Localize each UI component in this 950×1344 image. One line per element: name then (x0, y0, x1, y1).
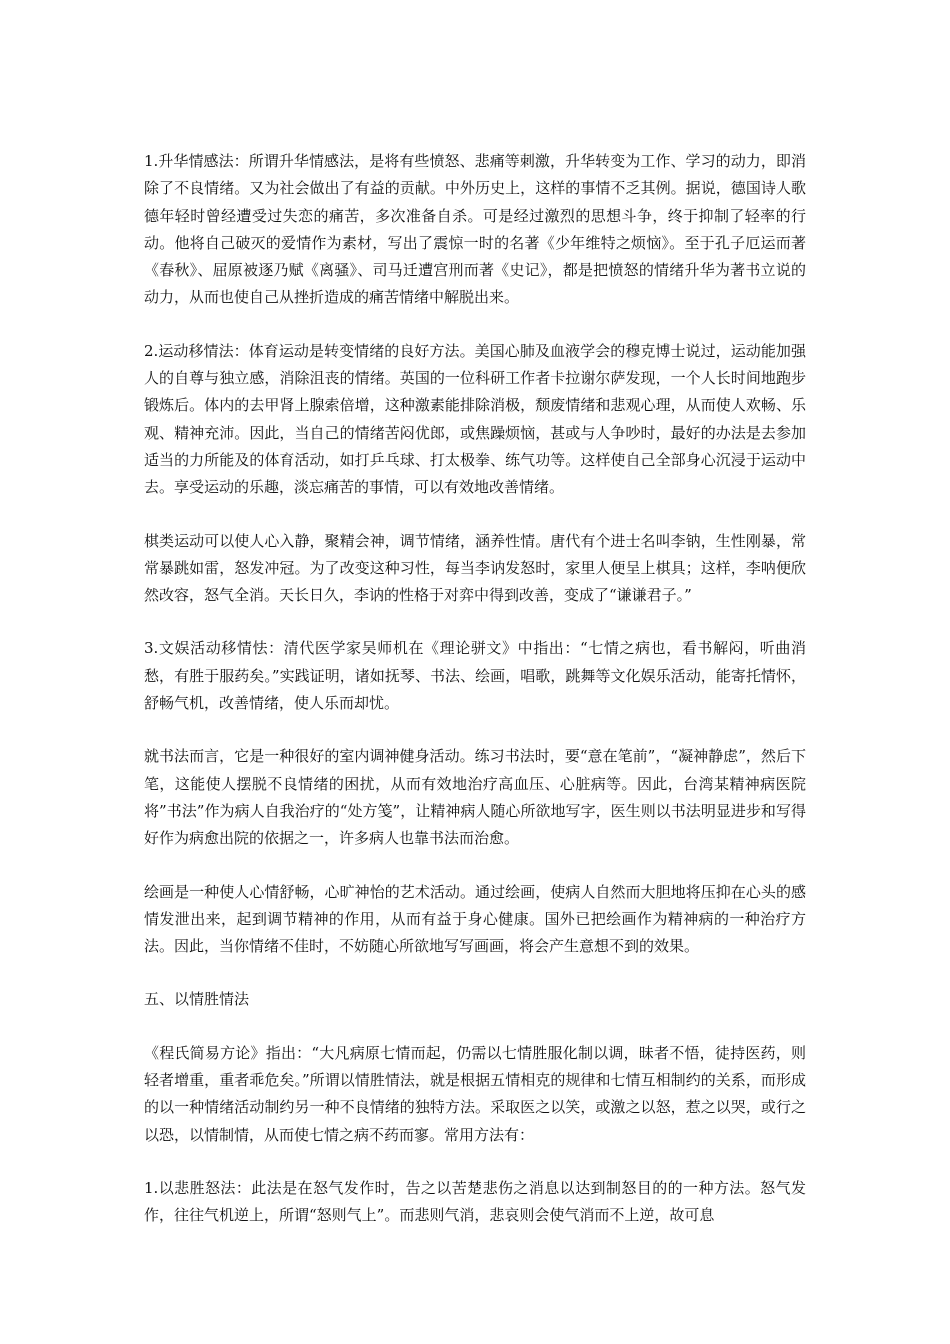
document-body (144, 148, 806, 1256)
paragraph-painting: 绘画是一种使人心情舒畅，心旷神怡的艺术活动。通过绘画，使病人自然而大胆地将压抑在心头的感情发泄出来，起到调节精神的作用，从而有益于身心健康。国外已把绘画作为精神病的一种治疗方法。因此，当你情绪不佳时，不妨随心所欲地写写画画，将会产生意想不到的效果。 (144, 882, 806, 956)
paragraph-chess: 棋类运动可以使人心入静，聚精会神，调节情绪，涵养性情。唐代有个进士名叫李钠，生性刚暴，常常暴跳如雷，怒发冲冠。为了改变这种习性，每当李讷发怒时，家里人便呈上棋具；这样，李呐便欣然改容，怒气全消。天长日久，李讷的性格于对弈中得到改善，变成了“谦谦君子。” (144, 531, 806, 605)
paragraph-recreation-method: 3.文娱活动移情怯：清代医学家吴师机在《理论骈文》中指出：“七情之病也，看书解闷，听曲消愁，有胜于服药矣。”实践证明，诸如抚琴、书法、绘画，唱歌，跳舞等文化娱乐活动，能寄托情怀，舒畅气机，改善情绪，使人乐而却忧。 (144, 639, 806, 713)
paragraph-sorrow-over-anger: 1.以悲胜怒法：此法是在怒气发作时，告之以苦楚悲伤之消息以达到制怒目的的一种方法。怒气发作，往往气机逆上，所谓“怒则气上”。而悲则气消，悲哀则会使气消而不上逆，故可息 (144, 1178, 806, 1225)
section-heading: 五、以情胜情法 (144, 990, 250, 1009)
paragraph-emotion-overcome: 《程氏简易方论》指出：“大凡病原七情而起，仍需以七情胜服化制以调，昧者不悟，徒持医药，则轻者增重，重者乖危矣。”所谓以情胜情法，就是根据五情相克的规律和七情互相制约的关系，而形成的以一种情绪活动制约另一种不良情绪的独特方法。采取医之以笑，或激之以怒，惹之以哭，或行之以恐，以情制情，从而使七情之病不药而寥。常用方法有： (144, 1043, 806, 1144)
paragraph-calligraphy: 就书法而言，它是一种很好的室内调神健身活动。练习书法时，要“意在笔前”，“凝神静虑”，然后下笔，这能使人摆脱不良情绪的困扰，从而有效地治疗高血压、心脏病等。因此，台湾某精神病医院将”书法”作为病人自我治疗的“处方笺”，让精神病人随心所欲地写字，医生则以书法明显进步和写得好作为病愈出院的依据之一，许多病人也靠书法而治愈。 (144, 747, 806, 848)
paragraph-exercise-method: 2.运动移情法：体育运动是转变情绪的良好方法。美国心肺及血液学会的穆克博士说过，运动能加强人的自尊与独立感，消除沮丧的情绪。英国的一位科研工作者卡拉谢尔萨发现，一个人长时间地跑步锻炼后。体内的去甲肾上腺索倍增，这种激素能排除消极，颓废情绪和悲观心理，从而使人欢畅、乐观、精神充沛。因此，当自己的情绪苦闷优郎，或焦躁烦恼，甚或与人争吵时，最好的办法是去参加适当的力所能及的体育活动，如打乒乓球、打太极拳、练气功等。这样使自己全部身心沉浸于运动中去。享受运动的乐趣，淡忘痛苦的事情，可以有效地改善情绪。 (144, 341, 806, 497)
paragraph-sublimation-method: 1.升华情感法：所谓升华情感法，是将有些愤怒、悲痛等刺激，升华转变为工作、学习的动力，即消除了不良情绪。又为社会做出了有益的贡献。中外历史上，这样的事情不乏其例。据说，德国诗人歌德年轻时曾经遭受过失恋的痛苦，多次准备自杀。可是经过激烈的思想斗争，终于抑制了轻率的行动。他将自己破灭的爱情作为素材，写出了震惊一时的名著《少年维特之烦恼》。至于孔子厄运而著《春秋》、屈原被逐乃赋《离骚》、司马迁遭宫刑而著《史记》，都是把愤怒的情绪升华为著书立说的动力，从而也使自己从挫折造成的痛苦情绪中解脱出来。 (144, 152, 806, 307)
